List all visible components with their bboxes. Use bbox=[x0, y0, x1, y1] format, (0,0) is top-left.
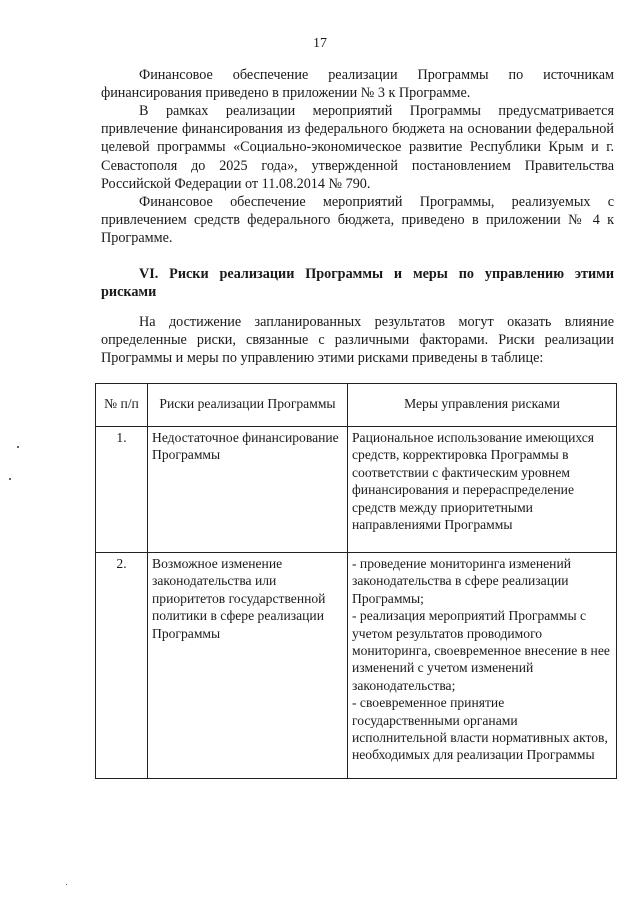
row-number: 2. bbox=[96, 553, 148, 779]
row-measures bbox=[348, 553, 617, 779]
measure-item: - реализация мероприятий Программы с учетом результатов проводимого мониторинга, своевременное внесение в нее изменений с учетом изменений законодательства; bbox=[352, 608, 610, 693]
measure-item: - своевременное принятие государственными органами исполнительной власти нормативных актов, необходимых для реализации Программы bbox=[352, 695, 608, 763]
measure-item: Рациональное использование имеющихся средств, корректировка Программы в соответствии с фактическим уровнем финансирования и перераспределение средств между приоритетными направлениями Программы bbox=[352, 430, 595, 533]
header-number: № п/п bbox=[96, 384, 148, 427]
header-risks: Риски реализации Программы bbox=[148, 384, 348, 427]
paragraph-risks-intro: На достижение запланированных результатов могут оказать влияние определенные риски, связанные с различными факторами. Риски реализации Программы и меры по управлению этими рисками приведены в таблице: bbox=[101, 314, 614, 367]
table-row bbox=[96, 553, 617, 779]
header-measures: Меры управления рисками bbox=[348, 384, 617, 427]
paragraph-financing-sources: Финансовое обеспечение реализации Программы по источникам финансирования приведено в приложении № 3 к Программе. bbox=[101, 67, 614, 102]
measure-item: - проведение мониторинга изменений законодательства в сфере реализации Программы; bbox=[352, 556, 571, 606]
table-row bbox=[96, 427, 617, 553]
row-risk: Возможное изменение законодательства или приоритетов государственной политики в сфере реализации Программы bbox=[148, 553, 348, 779]
table-header-row bbox=[96, 384, 617, 427]
paragraph-federal-financing: Финансовое обеспечение мероприятий Программы, реализуемых с привлечением средств федерального бюджета, приведено в приложении № 4 к Программе. bbox=[101, 194, 614, 247]
row-number: 1. bbox=[96, 427, 148, 553]
section-heading: VI. Риски реализации Программы и меры по управлению этими рисками bbox=[101, 266, 614, 301]
row-risk: Недостаточное финансирование Программы bbox=[148, 427, 348, 553]
scan-speck bbox=[17, 446, 19, 448]
scan-speck bbox=[9, 478, 11, 480]
scan-speck bbox=[66, 884, 67, 885]
risk-table bbox=[95, 383, 617, 779]
page-number: 17 bbox=[313, 36, 327, 51]
paragraph-federal-budget: В рамках реализации мероприятий Программы предусматривается привлечение финансирования из федерального бюджета на основании федеральной целевой программы «Социально-экономическое развитие Республики Крым и г. Севастополя до 2025 года», утвержденной постановлением Правительства Российской Федерации от 11.08.2014 № 790. bbox=[101, 103, 614, 192]
row-measures bbox=[348, 427, 617, 553]
